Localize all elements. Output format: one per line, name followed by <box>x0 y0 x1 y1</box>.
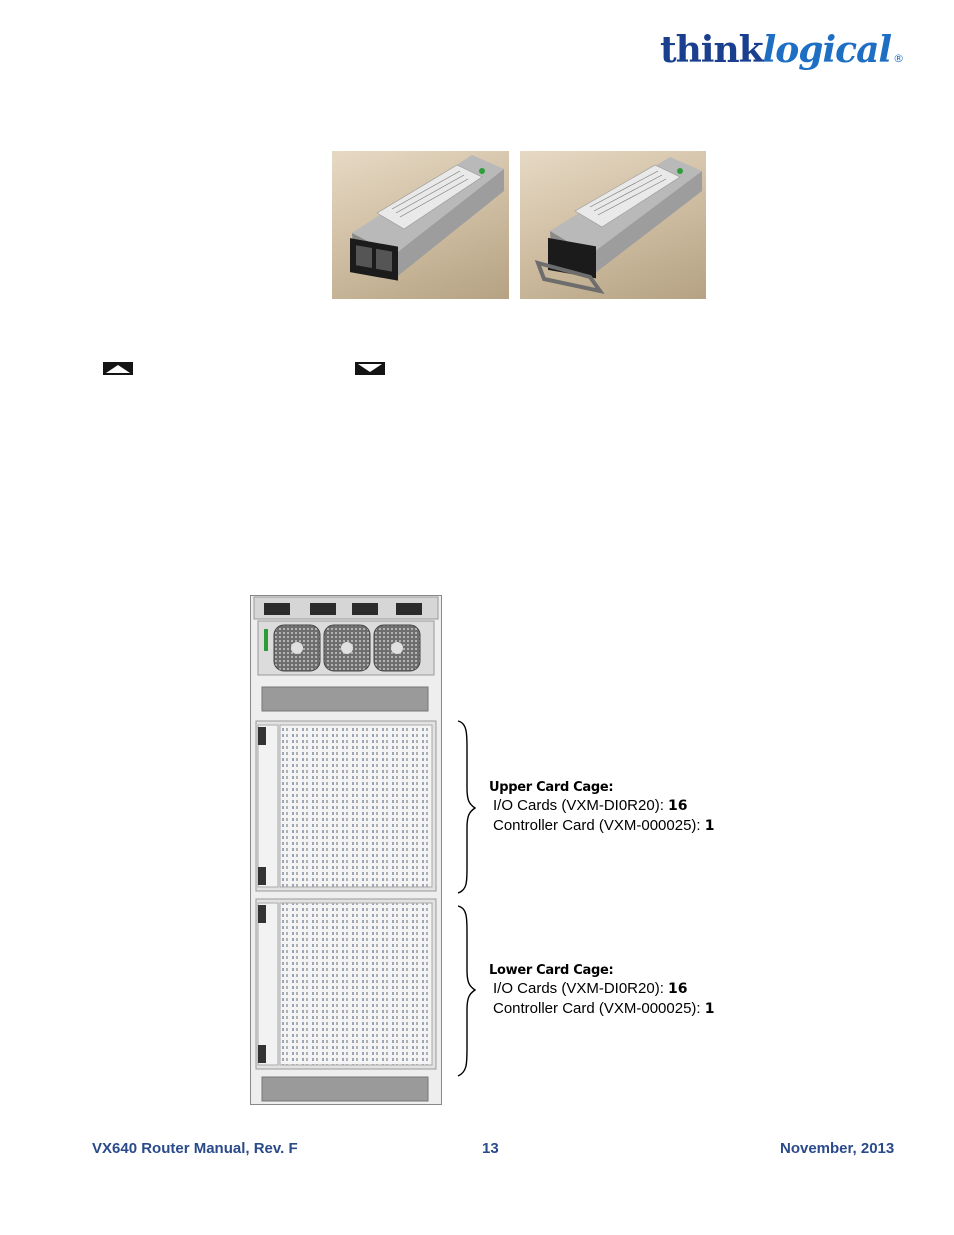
vx640-chassis-drawing <box>250 595 442 1105</box>
upper-controller-label: Controller Card (VXM-000025): <box>493 817 705 834</box>
upper-card-cage-title: Upper Card Cage: <box>489 780 614 795</box>
up-arrow-icon <box>103 362 133 375</box>
footer-manual-title: VX640 Router Manual, Rev. F <box>92 1140 298 1157</box>
thinklogical-logo <box>660 28 903 81</box>
upper-io-count: 16 <box>668 798 688 814</box>
lower-cage-brace <box>458 906 475 1076</box>
upper-io-label: I/O Cards (VXM-DI0R20): <box>493 797 669 814</box>
registered-mark: ® <box>893 52 904 65</box>
footer-page-number: 13 <box>482 1140 499 1157</box>
lower-controller-count: 1 <box>704 1001 715 1017</box>
logo-text-logical: logical <box>762 29 892 71</box>
lower-controller-label: Controller Card (VXM-000025): <box>493 1000 705 1017</box>
sfp-module-photo-2 <box>520 151 706 299</box>
lower-io-label: I/O Cards (VXM-DI0R20): <box>493 980 669 997</box>
lower-io-cards-line <box>493 980 688 997</box>
logo-text-think: think <box>660 29 763 71</box>
lower-card-cage-title: Lower Card Cage: <box>489 963 614 978</box>
upper-io-cards-line <box>493 797 688 814</box>
upper-controller-line <box>493 817 715 834</box>
chassis-front-view <box>250 595 442 1105</box>
footer-date: November, 2013 <box>780 1140 895 1157</box>
lower-controller-line <box>493 1000 715 1017</box>
upper-cage-brace <box>458 721 475 893</box>
down-arrow-icon <box>355 362 385 375</box>
upper-controller-count: 1 <box>704 818 715 834</box>
sfp-module-photo-1 <box>332 151 509 299</box>
sfp-transceiver-latch-icon <box>520 151 706 299</box>
card-cage-braces <box>455 718 485 1080</box>
sfp-transceiver-icon <box>332 151 509 299</box>
lower-io-count: 16 <box>668 981 688 997</box>
